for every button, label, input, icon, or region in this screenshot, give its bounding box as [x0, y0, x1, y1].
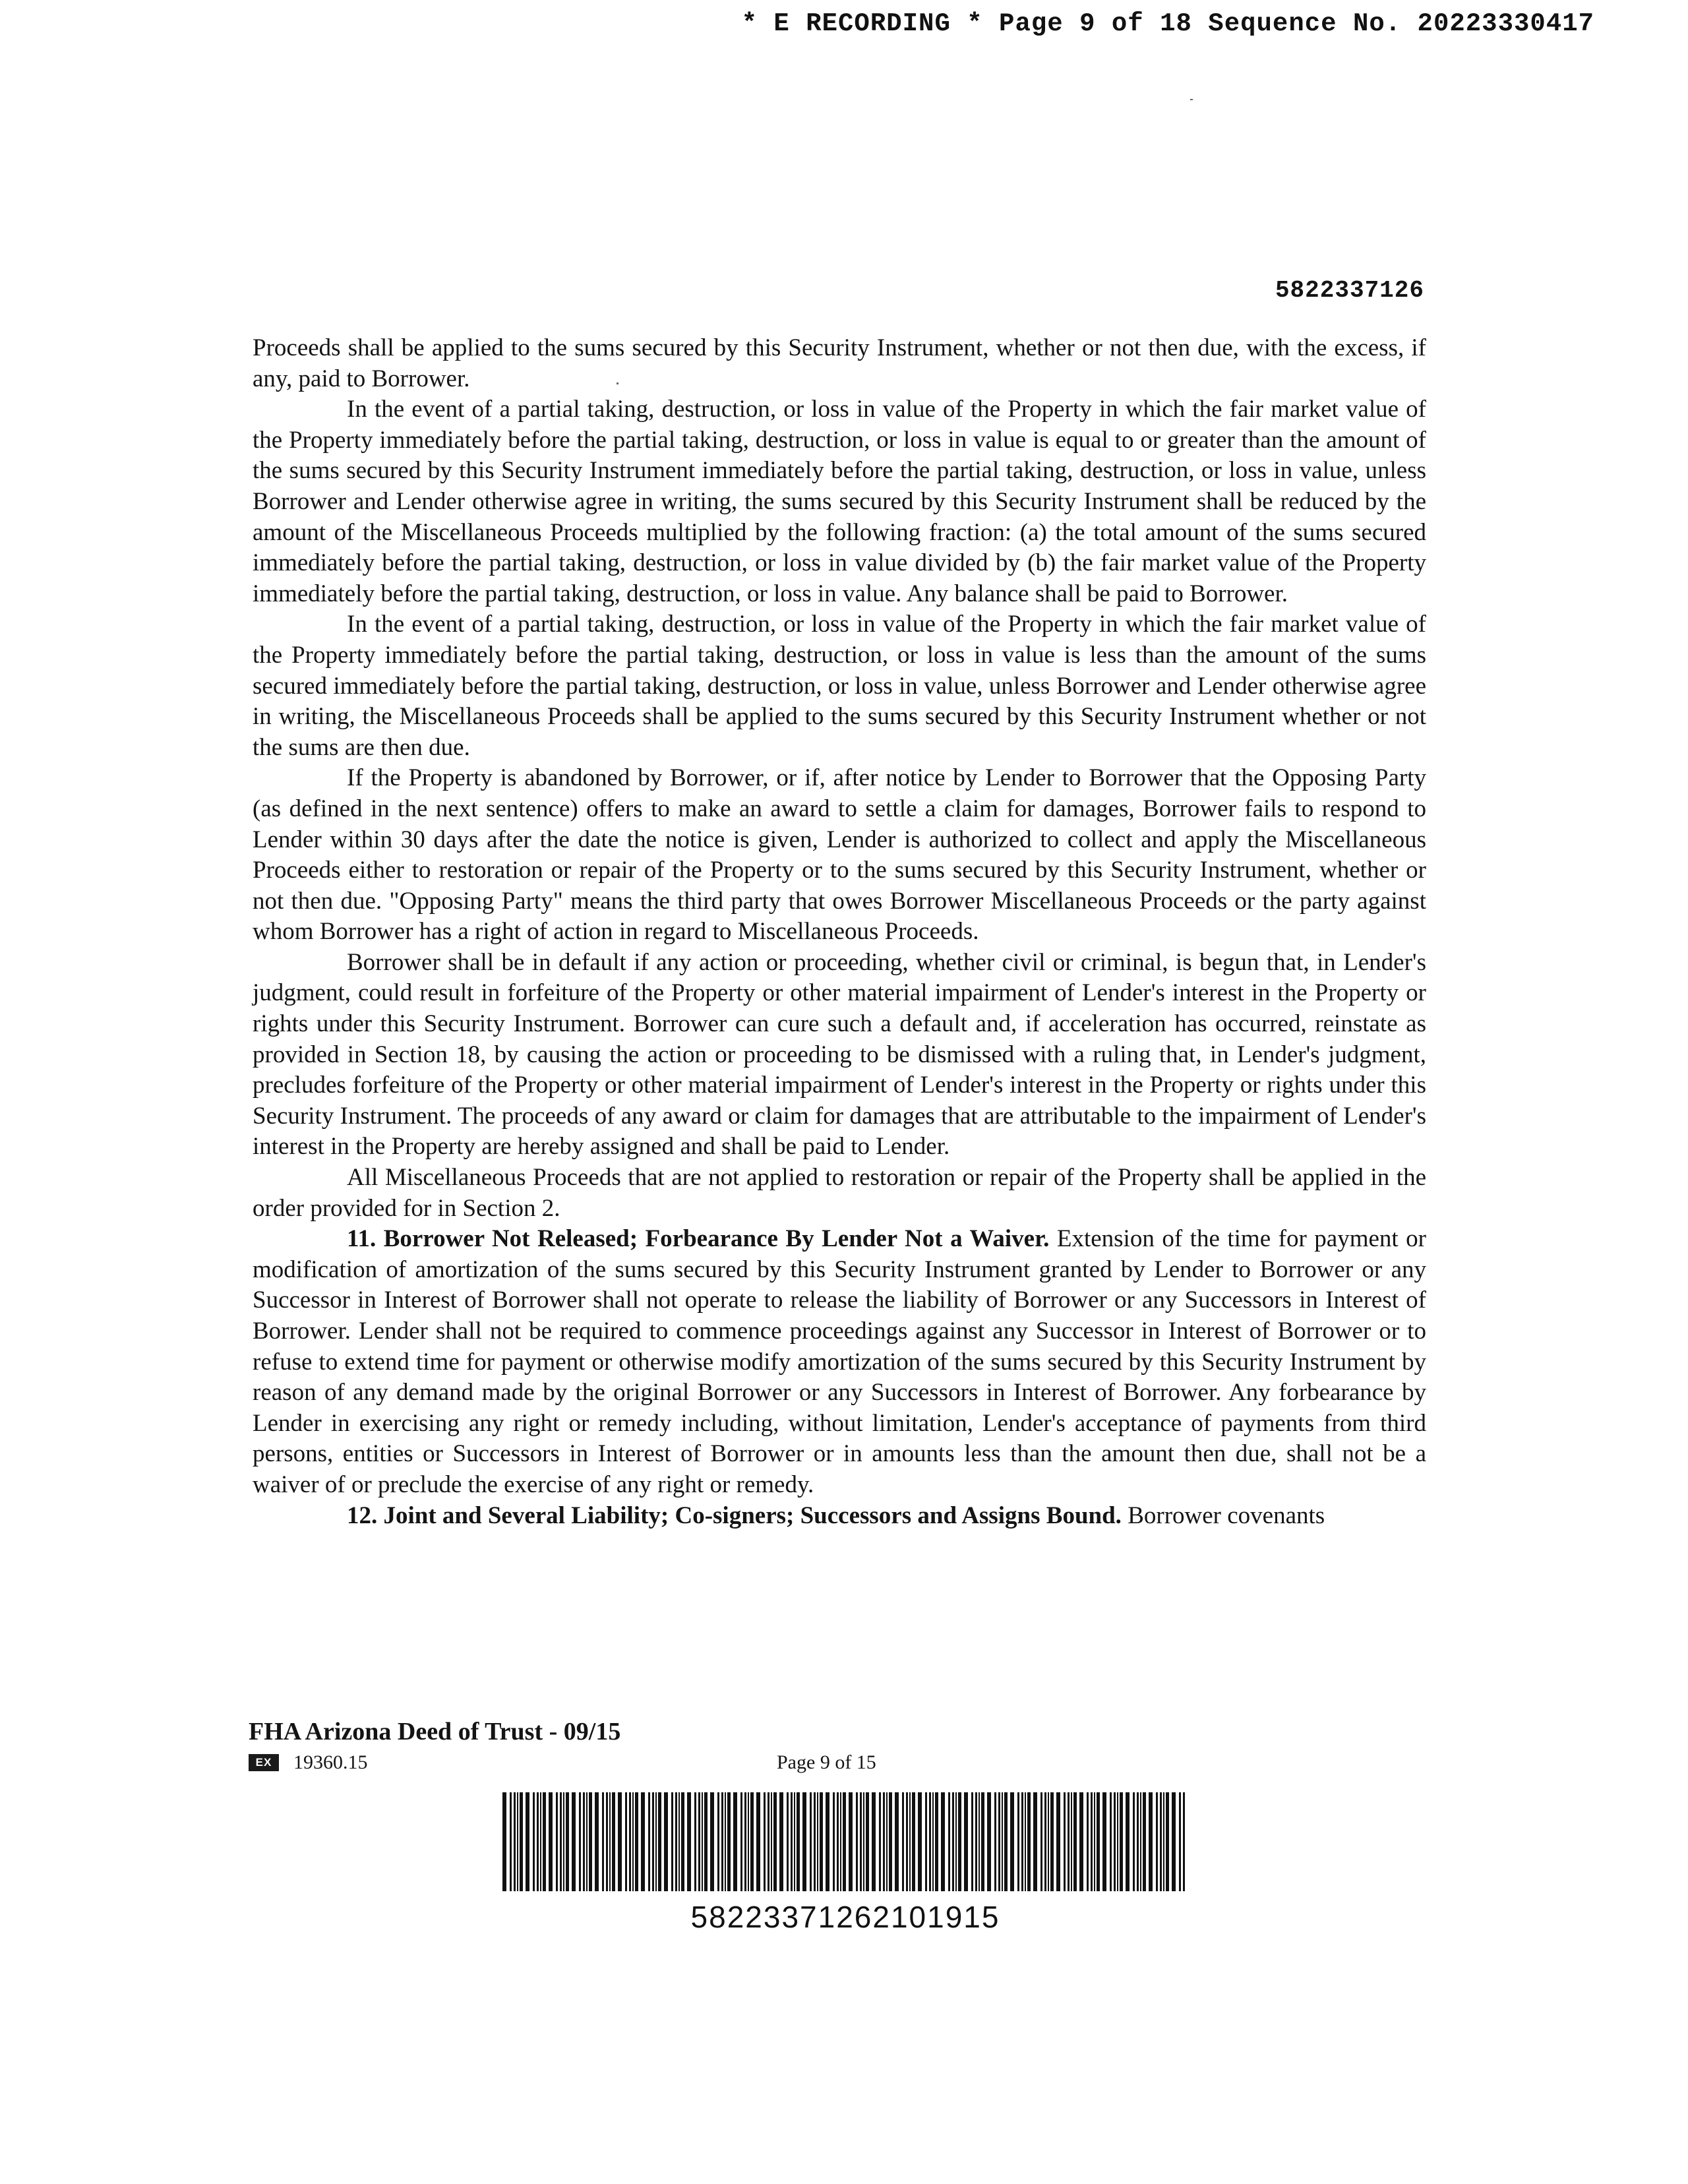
- barcode-bar: [740, 1792, 742, 1891]
- barcode-bar: [1163, 1792, 1164, 1891]
- barcode-bar: [886, 1792, 888, 1891]
- barcode-bar: [779, 1792, 783, 1891]
- barcode-bar: [826, 1792, 829, 1891]
- barcode-bar: [971, 1792, 973, 1891]
- form-code-line: [249, 1751, 368, 1774]
- barcode-bar: [975, 1792, 977, 1891]
- barcode-bar: [648, 1792, 650, 1891]
- barcode-bar: [681, 1792, 684, 1891]
- barcode-bar: [1179, 1792, 1181, 1891]
- barcode-bar: [625, 1792, 627, 1891]
- barcode-bar: [837, 1792, 839, 1891]
- barcode-bar: [549, 1792, 553, 1891]
- barcode-bar: [678, 1792, 680, 1891]
- barcode-bar: [979, 1792, 980, 1891]
- barcode-bar: [543, 1792, 546, 1891]
- barcode-bar: [1166, 1792, 1169, 1891]
- barcode-bar: [955, 1792, 957, 1891]
- paragraph-text: All Miscellaneous Proceeds that are not applied to restoration or repair of the Property shall be applied in the order provided for in Section 2.: [253, 1164, 1426, 1222]
- barcode-bar: [744, 1792, 746, 1891]
- barcode-bar: [794, 1792, 795, 1891]
- barcode-bar: [1117, 1792, 1118, 1891]
- barcode-bar: [1156, 1792, 1158, 1891]
- barcode-bar: [1137, 1792, 1139, 1891]
- section-12-paragraph: [253, 1501, 1426, 1532]
- barcode-bar: [652, 1792, 654, 1891]
- paragraph-text: Borrower covenants: [1121, 1502, 1325, 1529]
- barcode-bar: [958, 1792, 961, 1891]
- barcode-bar: [664, 1792, 668, 1891]
- barcode-bar: [771, 1792, 772, 1891]
- barcode-bar: [533, 1792, 535, 1891]
- barcode-bar: [981, 1792, 984, 1891]
- barcode-bar: [727, 1792, 731, 1891]
- barcode-bar: [998, 1792, 1000, 1891]
- barcode-bar: [710, 1792, 714, 1891]
- barcode-bar: [1025, 1792, 1026, 1891]
- barcode-bar: [1079, 1792, 1083, 1891]
- form-title: FHA Arizona Deed of Trust - 09/15: [249, 1718, 621, 1745]
- barcode-bar: [1149, 1792, 1153, 1891]
- barcode-bar: [879, 1792, 881, 1891]
- barcode-bar: [1120, 1792, 1123, 1891]
- barcode-bar: [1044, 1792, 1046, 1891]
- barcode-bar: [935, 1792, 938, 1891]
- barcode-bar: [566, 1792, 569, 1891]
- paragraph-partial-taking-greater: [253, 394, 1426, 609]
- barcode-bar: [629, 1792, 631, 1891]
- barcode-bar: [941, 1792, 945, 1891]
- barcode-bar: [1140, 1792, 1141, 1891]
- barcode-bar: [1126, 1792, 1130, 1891]
- barcode-bar: [1033, 1792, 1037, 1891]
- barcode-bar: [560, 1792, 562, 1891]
- barcode-bar: [748, 1792, 749, 1891]
- barcode-bar: [872, 1792, 876, 1891]
- barcode-bar: [1160, 1792, 1162, 1891]
- paragraph-abandoned-property: [253, 763, 1426, 948]
- paragraph-proceeds-applied: [253, 333, 1426, 394]
- barcode-bar: [733, 1792, 737, 1891]
- barcode-bar: [810, 1792, 812, 1891]
- barcode-bar: [1048, 1792, 1049, 1891]
- barcode-bar: [612, 1792, 615, 1891]
- barcode-bar: [964, 1792, 968, 1891]
- barcode-bar: [883, 1792, 885, 1891]
- barcode-bar: [948, 1792, 950, 1891]
- barcode-bar: [863, 1792, 864, 1891]
- ellie-mae-logo-icon: EX: [249, 1754, 279, 1771]
- barcode-bar: [583, 1792, 585, 1891]
- barcode-bar: [889, 1792, 892, 1891]
- barcode-bar: [510, 1792, 512, 1891]
- loan-number: 5822337126: [1275, 277, 1424, 304]
- barcode-bar: [768, 1792, 769, 1891]
- paragraph-text: Extension of the time for payment or modification of amortization of the sums secured by this Security Instrument granted by Lender to Borrower or any Successor in Interest of Borrower shall not operate to release the liability of Borrower or any Successors in Interest of Borrower. Lender shall not be required to commence proceedings against any Successor in Interest of Borrower or to refuse to extend time for payment or otherwise modify amortization of the sums secured by this Security Instrument by reason of any demand made by the original Borrower or any Successors in Interest of Borrower. Any forbearance by Lender in exercising any right or remedy including, without limitation, Lender's acceptance of payments from third persons, entities or Successors in Interest of Borrower or in amounts less than the amount then due, shall not be a waiver of or preclude the exercise of any right or remedy.: [253, 1225, 1426, 1498]
- barcode-bar: [849, 1792, 853, 1891]
- barcode-bar: [595, 1792, 599, 1891]
- barcode-bar: [987, 1792, 991, 1891]
- barcode-bar: [717, 1792, 719, 1891]
- barcode-bar: [609, 1792, 611, 1891]
- barcode-bar: [1110, 1792, 1112, 1891]
- paragraph-misc-proceeds-order: [253, 1163, 1426, 1224]
- barcode-number: 58223371262101915: [690, 1900, 1000, 1934]
- barcode-bar: [866, 1792, 869, 1891]
- barcode-bar: [702, 1792, 703, 1891]
- barcode-bar: [1021, 1792, 1023, 1891]
- barcode-bar: [1064, 1792, 1066, 1891]
- barcode-bar: [635, 1792, 638, 1891]
- barcode-bar: [764, 1792, 766, 1891]
- page-number: Page 9 of 15: [777, 1751, 876, 1773]
- barcode-bar: [843, 1792, 846, 1891]
- barcode-bar: [517, 1792, 518, 1891]
- scan-speck: [1190, 99, 1193, 100]
- barcode-bar: [925, 1792, 927, 1891]
- barcode-bar: [618, 1792, 622, 1891]
- barcode-bar: [694, 1792, 696, 1891]
- barcode-bar: [1183, 1792, 1185, 1891]
- barcode-bar: [641, 1792, 645, 1891]
- paragraph-text: Proceeds shall be applied to the sums secured by this Security Instrument, whether or not then due, with the excess, if any, paid to Borrower.: [253, 334, 1426, 392]
- barcode-bar: [1094, 1792, 1095, 1891]
- barcode-bar: [1068, 1792, 1070, 1891]
- barcode-bar: [572, 1792, 576, 1891]
- form-code: 19360.15: [293, 1751, 368, 1773]
- barcode-bar: [725, 1792, 726, 1891]
- barcode-bar: [579, 1792, 581, 1891]
- barcode-bar: [918, 1792, 922, 1891]
- barcode-bar: [814, 1792, 816, 1891]
- barcode-bar: [520, 1792, 523, 1891]
- paragraph-partial-taking-less: [253, 609, 1426, 763]
- barcode-bar: [840, 1792, 841, 1891]
- barcode-bar: [1004, 1792, 1008, 1891]
- barcode-bar: [756, 1792, 760, 1891]
- barcode-bar: [906, 1792, 908, 1891]
- barcode-bar: [1050, 1792, 1054, 1891]
- barcode-bar: [675, 1792, 677, 1891]
- paragraph-borrower-default: [253, 948, 1426, 1163]
- barcode-bar: [833, 1792, 835, 1891]
- barcode-bar: [1102, 1792, 1106, 1891]
- barcode-bar: [1172, 1792, 1176, 1891]
- barcode-bar: [602, 1792, 604, 1891]
- barcode-bar: [1133, 1792, 1135, 1891]
- barcode-bar: [658, 1792, 661, 1891]
- barcode-bar: [514, 1792, 516, 1891]
- barcode-bar: [952, 1792, 954, 1891]
- barcode-bar: [540, 1792, 541, 1891]
- barcode-bar: [856, 1792, 858, 1891]
- barcode-bar: [994, 1792, 996, 1891]
- barcode-bar: [1073, 1792, 1077, 1891]
- barcode-bar: [586, 1792, 588, 1891]
- paragraph-text: Borrower shall be in default if any action or proceeding, whether civil or criminal, is begun that, in Lender's judgment, could result in forfeiture of the Property or other material impairment of Lender's interest in the Property or rights under this Security Instrument. Borrower can cure such a default and, if acceleration has occurred, reinstate as provided in Section 18, by causing the action or proceeding to be dismissed with a ruling that, in Lender's judgment, precludes forfeiture of the Property or other material impairment of Lender's interest in the Property or rights under this Security Instrument. The proceeds of any award or claim for damages that are attributable to the impairment of Lender's interest in the Property are hereby assigned and shall be paid to Lender.: [253, 948, 1426, 1161]
- barcode-bar: [1027, 1792, 1031, 1891]
- paragraph-text: In the event of a partial taking, destruction, or loss in value of the Property in which the fair market value of the Property immediately before the partial taking, destruction, or loss in value is less than the amount of the sums secured immediately before the partial taking, destruction, or loss in value, unless Borrower and Lender otherwise agree in writing, the Miscellaneous Proceeds shall be applied to the sums secured by this Security Instrument whether or not the sums are then due.: [253, 611, 1426, 761]
- barcode-bar: [671, 1792, 673, 1891]
- barcode-bar: [698, 1792, 700, 1891]
- paragraph-text: In the event of a partial taking, destruction, or loss in value of the Property in which the fair market value of the Property immediately before the partial taking, destruction, or loss in value is equal to or greater than the amount of the sums secured by this Security Instrument immediately before the partial taking, destruction, or loss in value, unless Borrower and Lender otherwise agree in writing, the sums secured by this Security Instrument shall be reduced by the amount of the Miscellaneous Proceeds multiplied by the following fraction: (a) the total amount of the sums secured immediately before the partial taking, destruction, or loss in value divided by (b) the fair market value of the Property immediately before the partial taking, destruction, or loss in value. Any balance shall be paid to Borrower.: [253, 396, 1426, 607]
- barcode-bar: [563, 1792, 564, 1891]
- barcode-bar: [537, 1792, 539, 1891]
- recording-header: * E RECORDING * Page 9 of 18 Sequence No. 20223330417: [741, 9, 1594, 38]
- barcode-bar: [932, 1792, 934, 1891]
- barcode-bar: [502, 1792, 506, 1891]
- barcode-bar: [802, 1792, 806, 1891]
- barcode-bar: [632, 1792, 634, 1891]
- barcode-bar: [704, 1792, 708, 1891]
- barcode-bar: [589, 1792, 592, 1891]
- barcode-bar: [797, 1792, 800, 1891]
- barcode-bar: [909, 1792, 911, 1891]
- barcode-bar: [750, 1792, 754, 1891]
- barcode-bar: [556, 1792, 558, 1891]
- barcode-bar: [817, 1792, 818, 1891]
- barcode-bar: [1017, 1792, 1019, 1891]
- section-11-paragraph: [253, 1224, 1426, 1500]
- barcode-bar: [1071, 1792, 1072, 1891]
- barcode-icon: [502, 1792, 1188, 1891]
- barcode-bar: [895, 1792, 899, 1891]
- barcode-bar: [1143, 1792, 1146, 1891]
- barcode-bar: [687, 1792, 691, 1891]
- barcode-bar: [929, 1792, 931, 1891]
- barcode-bar: [721, 1792, 723, 1891]
- barcode-bar: [1097, 1792, 1100, 1891]
- barcode-bar: [526, 1792, 529, 1891]
- scan-speck: [617, 382, 618, 384]
- barcode-bar: [1056, 1792, 1060, 1891]
- barcode-bar: [912, 1792, 915, 1891]
- barcode-bar: [773, 1792, 777, 1891]
- barcode-bar: [1087, 1792, 1089, 1891]
- barcode-bar: [791, 1792, 793, 1891]
- barcode-bar: [860, 1792, 862, 1891]
- paragraph-text: If the Property is abandoned by Borrower, or if, after notice by Lender to Borrower that the Opposing Party (as defined in the next sentence) offers to make an award to settle a claim for damages, Borrower fails to respond to Lender within 30 days after the date the notice is given, Lender is authorized to collect and apply the Miscellaneous Proceeds either to restoration or repair of the Property or to the sums secured by this Security Instrument, whether or not then due. "Opposing Party" means the third party that owes Borrower Miscellaneous Proceeds or the party against whom Borrower has a right of action in regard to Miscellaneous Proceeds.: [253, 764, 1426, 946]
- barcode-bar: [820, 1792, 823, 1891]
- barcode-bar: [902, 1792, 904, 1891]
- section-11-heading: 11. Borrower Not Released; Forbearance By Lender Not a Waiver.: [347, 1225, 1050, 1253]
- barcode-bar: [655, 1792, 657, 1891]
- barcode-bar: [1114, 1792, 1116, 1891]
- barcode-bar: [1002, 1792, 1003, 1891]
- barcode-bar: [606, 1792, 608, 1891]
- barcode-bar: [1010, 1792, 1014, 1891]
- barcode-bar: [1091, 1792, 1093, 1891]
- barcode-bar: [787, 1792, 789, 1891]
- document-body: [253, 333, 1426, 1531]
- section-12-heading: 12. Joint and Several Liability; Co-signers; Successors and Assigns Bound.: [347, 1502, 1122, 1529]
- barcode-bar: [1040, 1792, 1042, 1891]
